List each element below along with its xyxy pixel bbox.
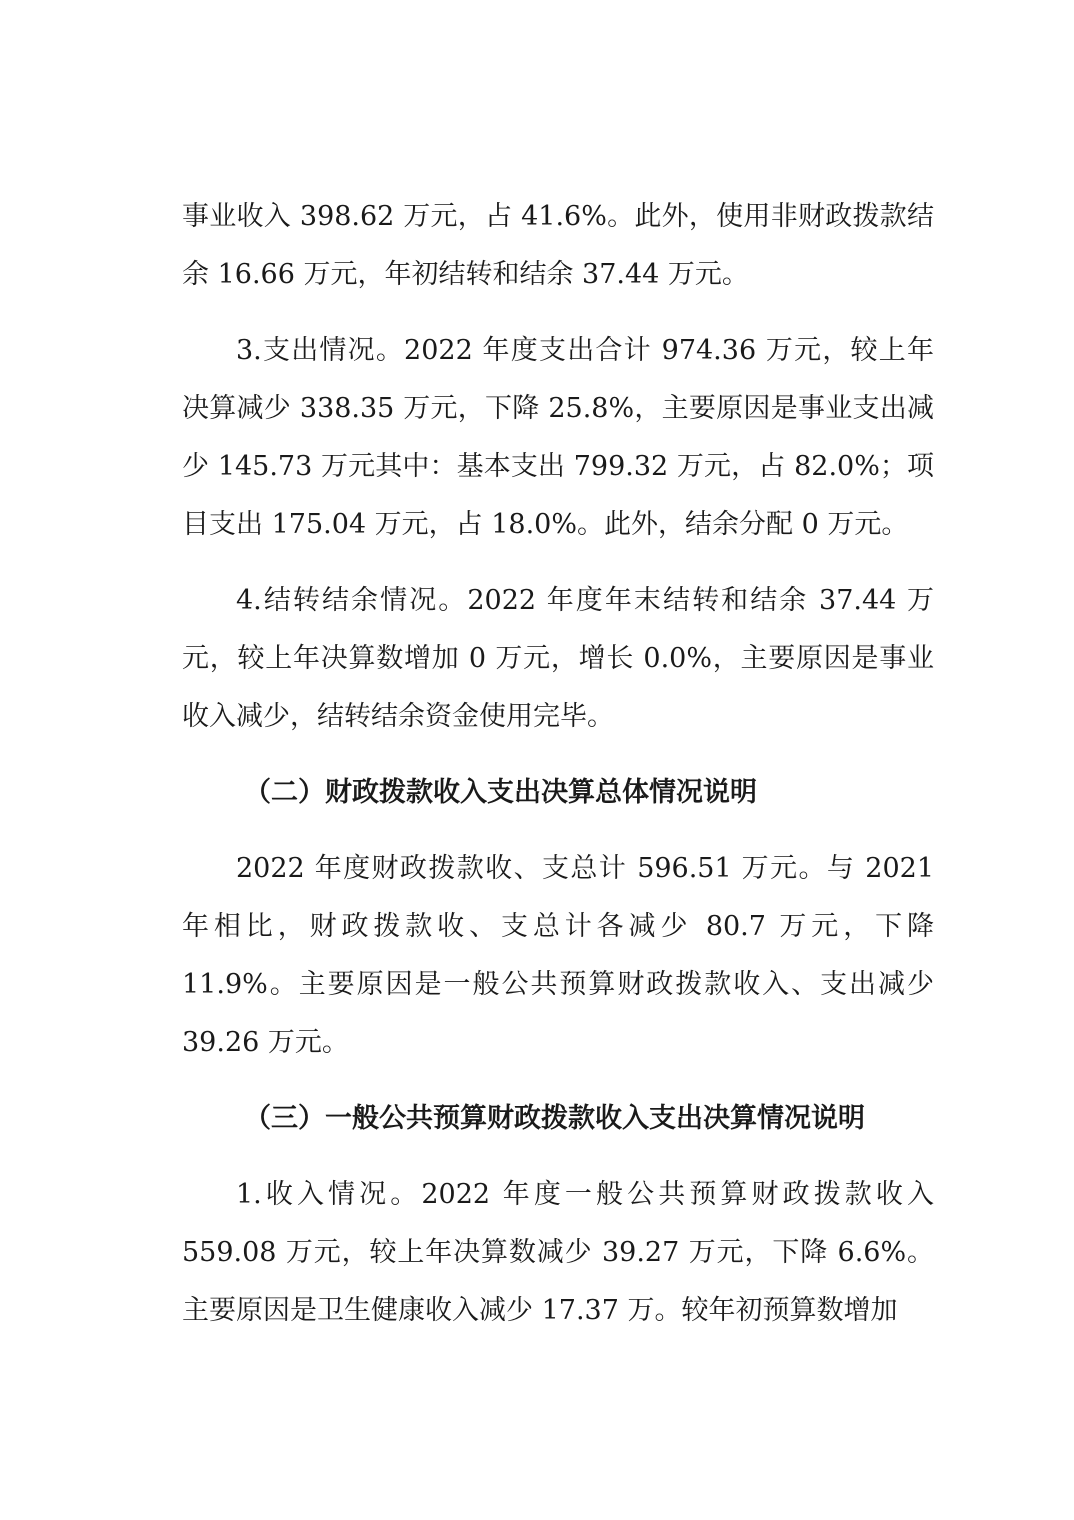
paragraph-gap <box>182 304 934 322</box>
section-heading-fiscal-overview: （二）财政拨款收入支出决算总体情况说明 <box>244 777 757 808</box>
paragraph-gap <box>182 554 934 572</box>
paragraph-general-budget-income: 1.收入情况。2022 年度一般公共预算财政拨款收入559.08 万元，较上年决算数减少 39.27 万元，下降 6.6%。主要原因是卫生健康收入减少 17.37 万。较年初预算数增加 <box>182 1179 934 1326</box>
paragraph-carryover: 4.结转结余情况。2022 年度年末结转和结余 37.44 万元，较上年决算数增加 0 万元，增长 0.0%，主要原因是事业收入减少，结转结余资金使用完毕。 <box>182 585 934 732</box>
paragraph-gap <box>182 746 934 764</box>
paragraph-expenditure: 3.支出情况。2022 年度支出合计 974.36 万元，较上年决算减少 338.35 万元，下降 25.8%，主要原因是事业支出减少 145.73 万元其中：基本支出 799.32 万元，占 82.0%；项目支出 175.04 万元，占 18.0%。此外，结余分配 0 万元。 <box>182 335 934 540</box>
paragraph-income-continued: 事业收入 398.62 万元，占 41.6%。此外，使用非财政拨款结余 16.66 万元，年初结转和结余 37.44 万元。 <box>182 201 934 290</box>
paragraph-gap <box>182 822 934 840</box>
paragraph-fiscal-overview: 2022 年度财政拨款收、支总计 596.51 万元。与 2021 年相比，财政拨款收、支总计各减少 80.7 万元，下降 11.9%。主要原因是一般公共预算财政拨款收入、支出减少 39.26 万元。 <box>182 853 934 1058</box>
paragraph-gap <box>182 1072 934 1090</box>
document-body <box>182 188 934 1340</box>
paragraph-gap <box>182 1148 934 1166</box>
section-heading-general-budget: （三）一般公共预算财政拨款收入支出决算情况说明 <box>244 1103 865 1134</box>
